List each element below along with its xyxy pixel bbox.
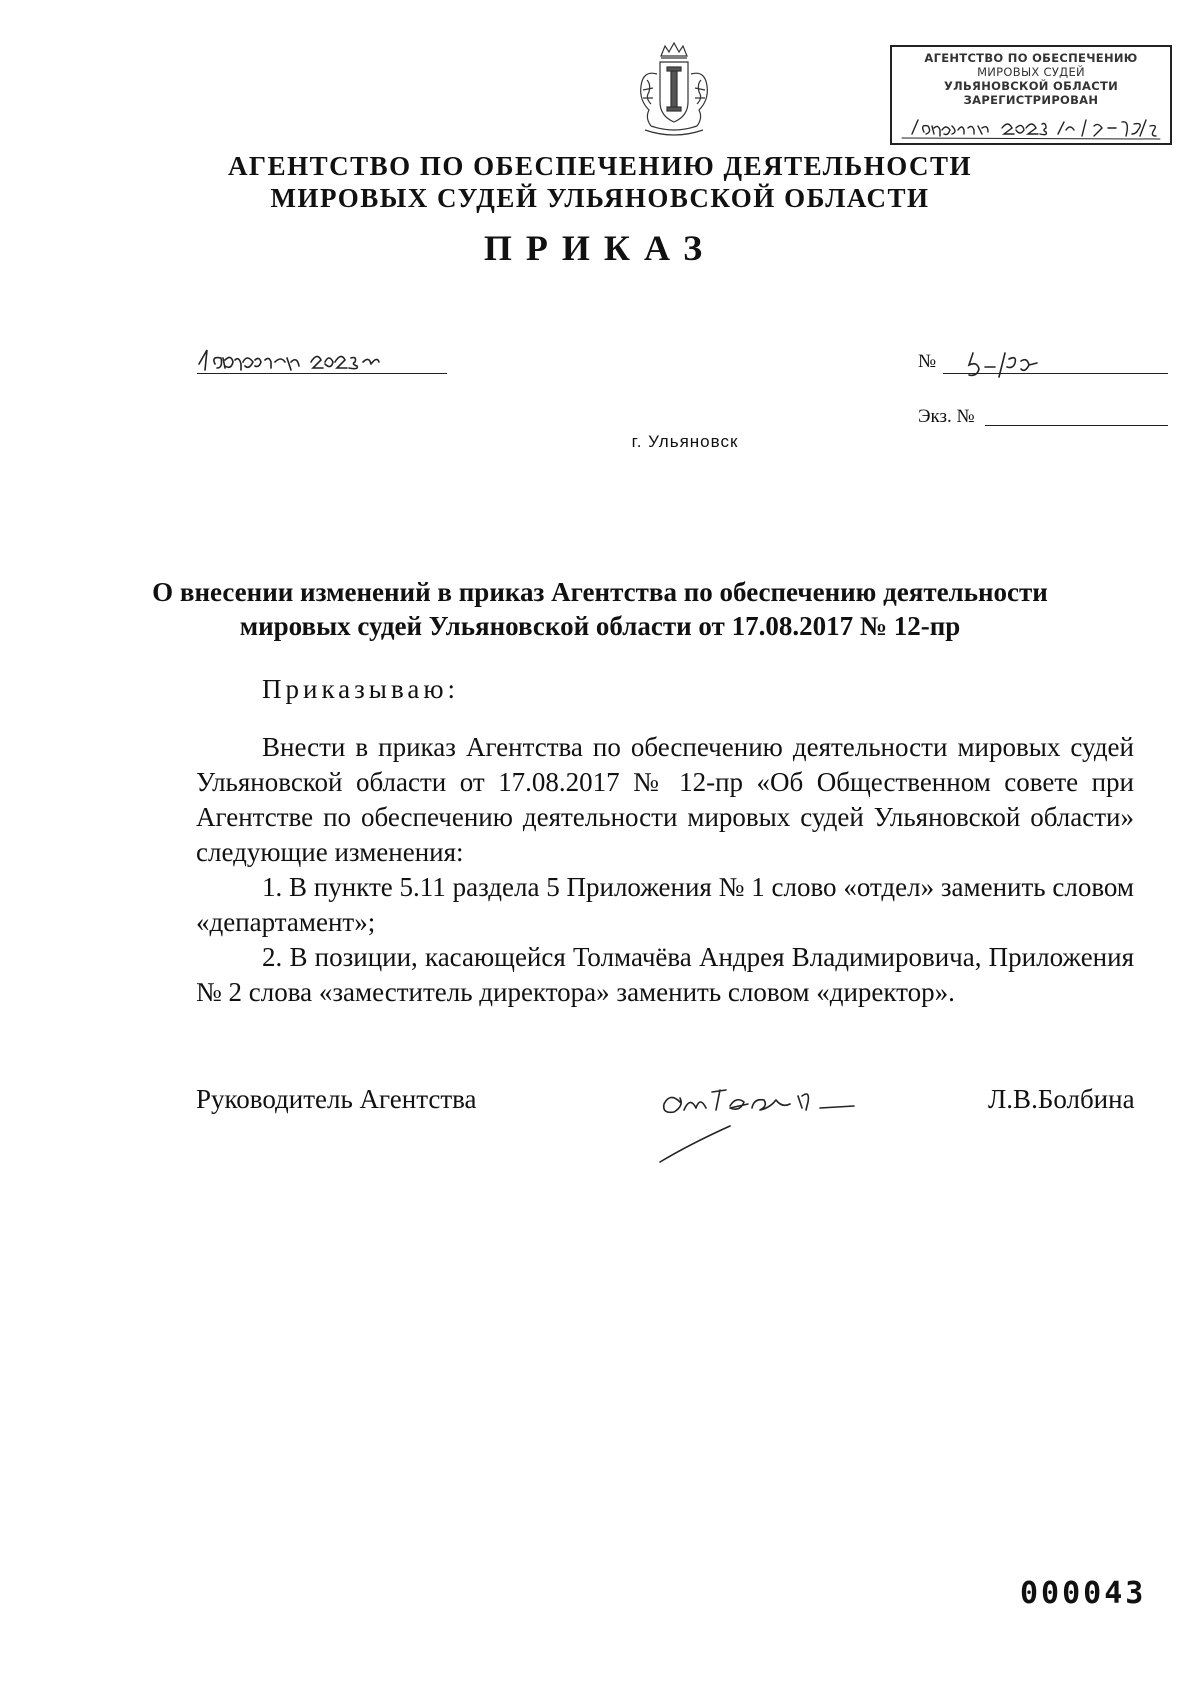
subject-line-1: О внесении изменений в приказ Агентства по обеспечению деятельности [152,577,1048,607]
city: г. Ульяновск [631,432,739,451]
handwritten-signature [650,1062,940,1170]
order-word: Приказываю: [262,674,459,704]
document-type-title: ПРИКАЗ [483,228,717,268]
copy-number-label: Экз. № [918,406,975,427]
organization-name-line-2: МИРОВЫХ СУДЕЙ УЛЬЯНОВСКОЙ ОБЛАСТИ [270,183,930,213]
body-paragraph-3: 2. В позиции, касающейся Толмачёва Андрея Владимировича, Приложения № 2 слова «заместитель директора» заменить словом «директор». [196,942,1134,1007]
body-paragraph-2: 1. В пункте 5.11 раздела 5 Приложения № 1 слово «отдел» заменить словом «департамент»; [196,872,1134,937]
subject-line-2: мировых судей Ульяновской области от 17.08.2017 № 12-пр [239,611,961,641]
page-code: 000043 [1020,1576,1147,1611]
body-paragraph-1: Внести в приказ Агентства по обеспечению деятельности мировых судей Ульяновской области от 17.08.2017 № 12-пр «Об Общественном совете при Агентстве по обеспечению деятельности мировых судей Ульяновской области» следующие изменения: [196,732,1134,867]
registration-stamp [890,45,1172,145]
stamp-line-2: МИРОВЫХ СУДЕЙ [977,65,1085,79]
number-label: № [918,351,937,372]
body-text [196,730,1134,1010]
stamp-handwritten-registration [898,112,1168,142]
handwritten-date [195,340,435,380]
handwritten-order-number [965,345,1065,383]
coat-of-arms-icon [631,40,717,142]
stamp-line-3: УЛЬЯНОВСКОЙ ОБЛАСТИ [943,79,1119,93]
signatory-position: Руководитель Агентства [196,1084,477,1114]
number-underline [943,373,1168,374]
signatory-name: Л.В.Болбина [988,1084,1135,1114]
copy-number-underline [985,425,1168,426]
organization-name-line-1: АГЕНТСТВО ПО ОБЕСПЕЧЕНИЮ ДЕЯТЕЛЬНОСТИ [227,151,973,181]
stamp-line-1: АГЕНТСТВО ПО ОБЕСПЕЧЕНИЮ [924,51,1138,65]
date-underline [197,373,447,374]
stamp-line-4: ЗАРЕГИСТРИРОВАН [963,93,1099,107]
